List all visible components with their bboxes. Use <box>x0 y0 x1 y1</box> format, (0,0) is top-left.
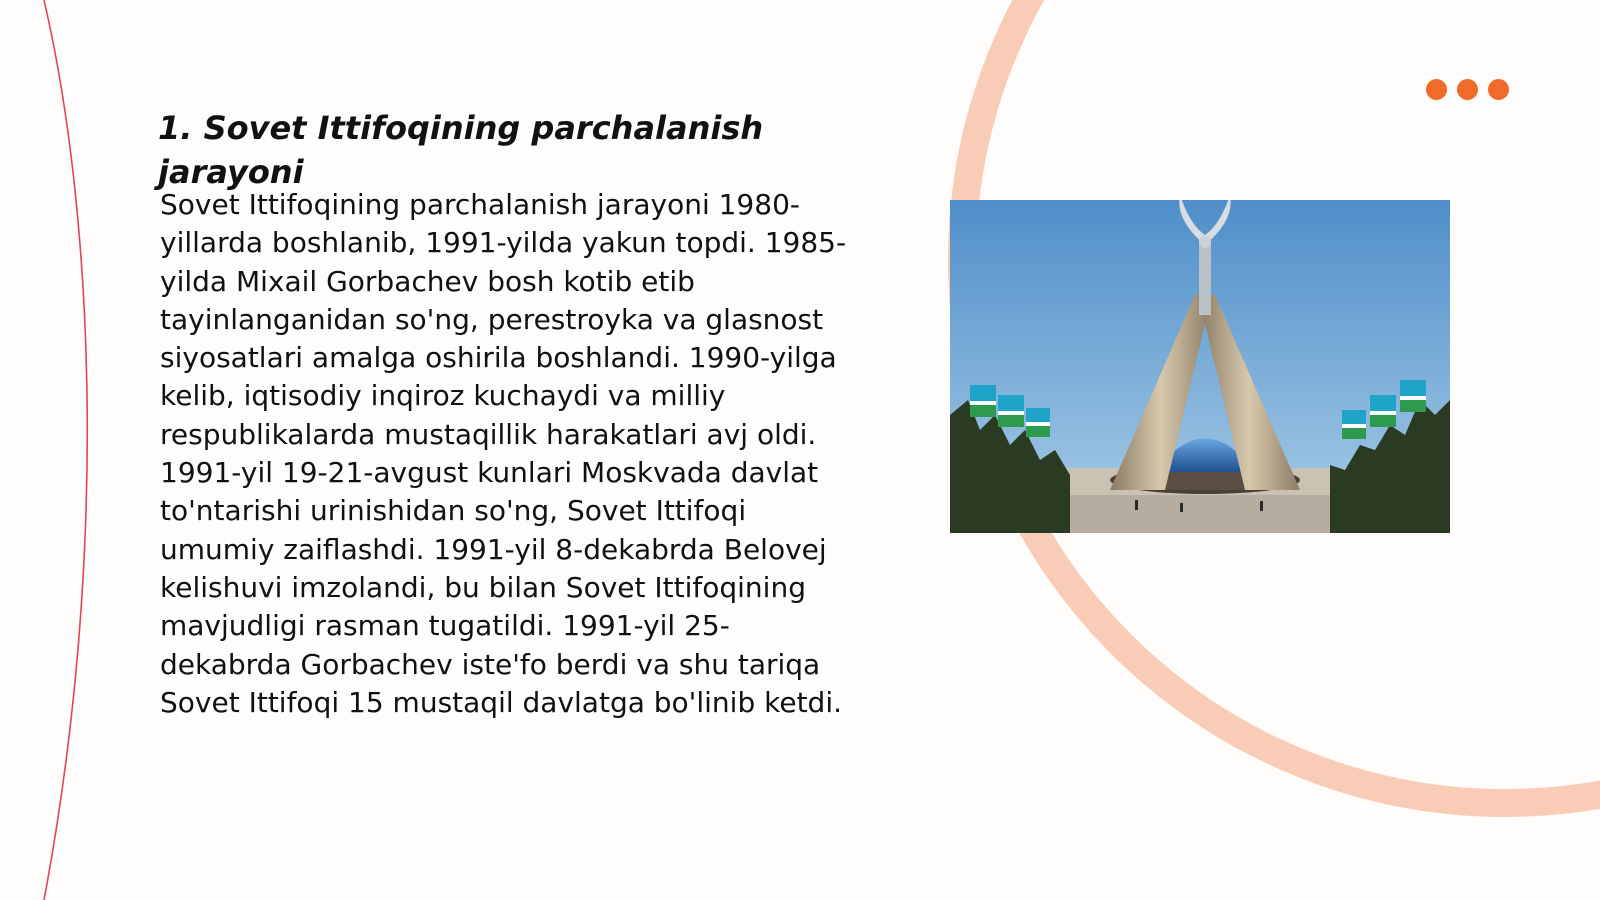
monument-image <box>950 200 1450 533</box>
dot-icon <box>1457 79 1478 100</box>
dot-icon <box>1488 79 1509 100</box>
dot-icon <box>1426 79 1447 100</box>
slide-body-text: Sovet Ittifoqining parchalanish jarayoni 1980-yillarda boshlanib, 1991-yilda yakun topdi. 1985-yilda Mixail Gorbachev bosh kotib etib tayinlanganidan so'ng, perestroyka va glasnost siyosatlari amalga oshirila boshlandi. 1990-yilga kelib, iqtisodiy inqiroz kuchaydi va milliy respublikalarda mustaqillik harakatlari avj oldi. 1991-yil 19-21-avgust kunlari Moskvada davlat to'ntarishi urinishidan so'ng, Sovet Ittifoqi umumiy zaiflashdi. 1991-yil 8-dekabrda Belovej kelishuvi imzolandi, bu bilan Sovet Ittifoqining mavjudligi rasman tugatildi. 1991-yil 25-dekabrda Gorbachev iste'fo berdi va shu tariqa Sovet Ittifoqi 15 mustaqil davlatga bo'linib ketdi. <box>160 188 847 719</box>
independence-monument-photo <box>950 200 1450 533</box>
left-curve-line <box>44 0 87 900</box>
slide-title: 1. Sovet Ittifoqining parchalanish jarayoni <box>158 109 764 191</box>
three-dots-icon <box>1426 79 1512 101</box>
